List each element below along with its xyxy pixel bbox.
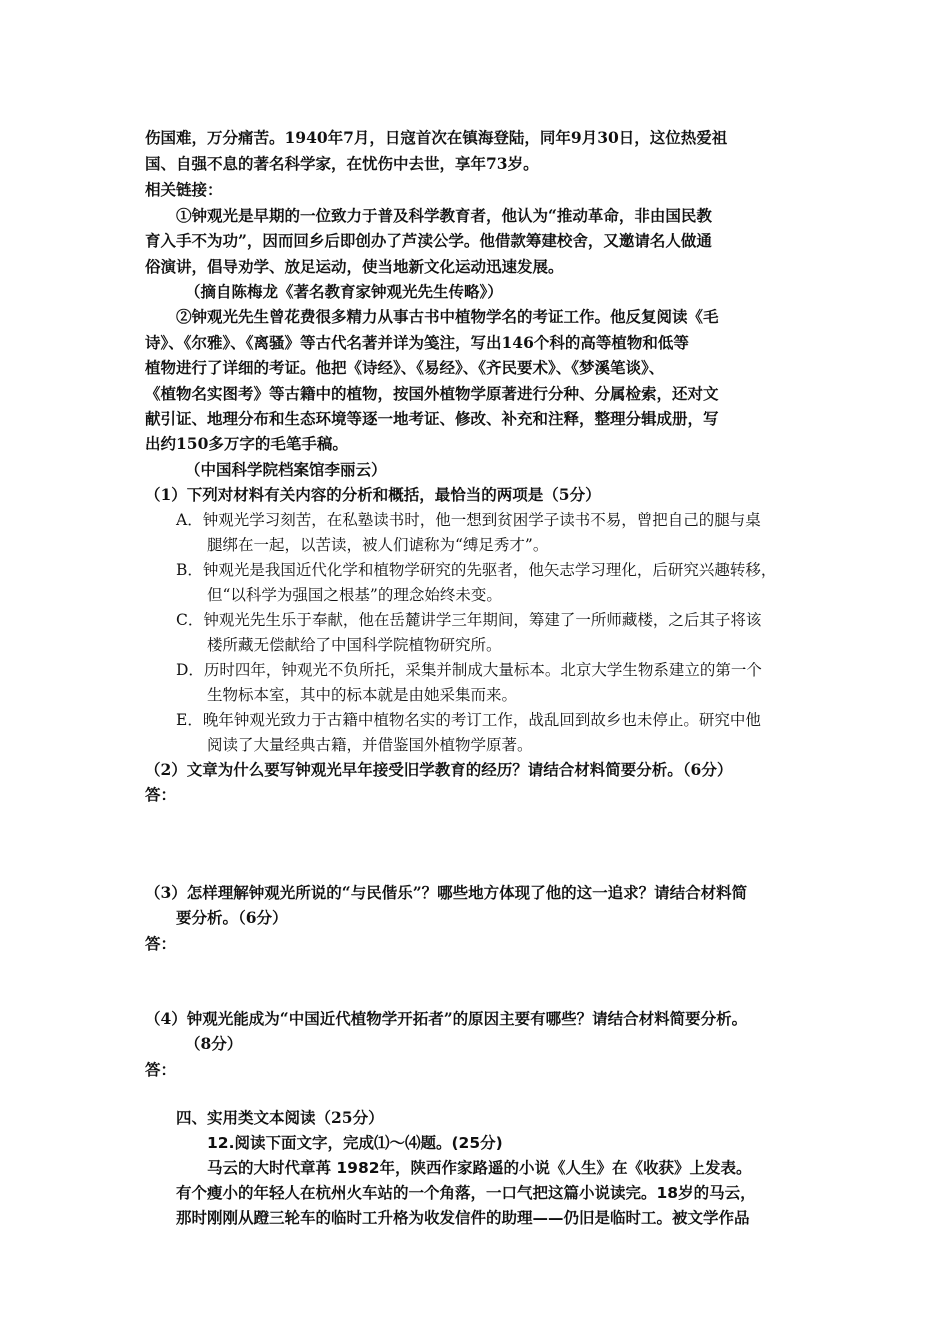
option-b-line: 但“以科学为强国之根基”的理念始终未变。 bbox=[207, 586, 502, 604]
section-heading: 四、实用类文本阅读（25分） bbox=[176, 1108, 384, 1127]
option-a-line: A．钟观光学习刻苦，在私塾读书时，他一想到贫困学子读书不易，曾把自己的腿与桌 bbox=[176, 511, 761, 529]
option-c-line: C．钟观光先生乐于奉献，他在岳麓讲学三年期间，筹建了一所师藏楼，之后其子将该 bbox=[176, 611, 762, 629]
passage-line: 那时刚刚从蹬三轮车的临时工升格为收发信件的助理——仍旧是临时工。被文学作品 bbox=[176, 1209, 750, 1227]
link2-source: （中国科学院档案馆李丽云） bbox=[185, 460, 387, 479]
link2-line: 《植物名实图考》等古籍中的植物，按国外植物学原著进行分种、分属检索，还对文 bbox=[145, 384, 719, 403]
question-4-line: （4）钟观光能成为“中国近代植物学开拓者”的原因主要有哪些？请结合材料简要分析。 bbox=[145, 1009, 748, 1028]
link2-line: 出约150多万字的毛笔手稿。 bbox=[145, 434, 348, 453]
question-3-line: （3）怎样理解钟观光所说的“与民偕乐”？哪些地方体现了他的这一追求？请结合材料简 bbox=[145, 883, 748, 902]
link2-line: ②钟观光先生曾花费很多精力从事古书中植物学名的考证工作。他反复阅读《毛 bbox=[176, 307, 719, 326]
option-d-line: D．历时四年，钟观光不负所托，采集并制成大量标本。北京大学生物系建立的第一个 bbox=[176, 661, 762, 679]
link1-line: 俗演讲，倡导劝学、放足运动，使当地新文化运动迅速发展。 bbox=[145, 257, 564, 276]
answer-label: 答： bbox=[145, 1060, 177, 1079]
intro-line: 伤国难，万分痛苦。1940年7月，日寇首次在镇海登陆，同年9月30日，这位热爱祖 bbox=[145, 128, 728, 147]
option-c-line: 楼所藏无偿献给了中国科学院植物研究所。 bbox=[207, 636, 502, 654]
option-e-line: E．晚年钟观光致力于古籍中植物名实的考订工作，战乱回到故乡也未停止。研究中他 bbox=[176, 711, 761, 729]
question-4-line: （8分） bbox=[185, 1034, 243, 1053]
answer-label: 答： bbox=[145, 934, 177, 953]
option-e-line: 阅读了大量经典古籍，并借鉴国外植物学原著。 bbox=[207, 736, 533, 754]
link2-line: 植物进行了详细的考证。他把《诗经》、《易经》、《齐民要术》、《梦溪笔谈》、 bbox=[145, 358, 665, 377]
passage-line: 有个瘦小的年轻人在杭州火车站的一个角落，一口气把这篇小说读完。18岁的马云， bbox=[176, 1184, 756, 1202]
intro-line: 国、自强不息的著名科学家，在忧伤中去世，享年73岁。 bbox=[145, 154, 539, 173]
question-3-line: 要分析。（6分） bbox=[176, 908, 288, 927]
option-a-line: 腿绑在一起，以苦读，被人们谑称为“缚足秀才”。 bbox=[207, 536, 549, 554]
link1-line: 育入手不为功”，因而回乡后即创办了芦渎公学。他借款筹建校舍，又邀请名人做通 bbox=[145, 231, 712, 250]
link2-line: 诗》、《尔雅》、《离骚》等古代名著并详为笺注，写出146个科的高等植物和低等 bbox=[145, 333, 689, 352]
question-12: 12.阅读下面文字，完成⑴～⑷题。(25分) bbox=[207, 1134, 503, 1152]
question-2: （2）文章为什么要写钟观光早年接受旧学教育的经历？请结合材料简要分析。（6分） bbox=[145, 760, 733, 779]
answer-label: 答： bbox=[145, 785, 177, 804]
link1-line: ①钟观光是早期的一位致力于普及科学教育者，他认为“推动革命，非由国民教 bbox=[176, 206, 712, 225]
option-b-line: B．钟观光是我国近代化学和植物学研究的先驱者，他矢志学习理化，后研究兴趣转移， bbox=[176, 561, 777, 579]
question-1: （1）下列对材料有关内容的分析和概括，最恰当的两项是（5分） bbox=[145, 485, 601, 504]
option-d-line: 生物标本室，其中的标本就是由她采集而来。 bbox=[207, 686, 518, 704]
passage-line: 马云的大时代章苒 1982年，陕西作家路遥的小说《人生》在《收获》上发表。 bbox=[207, 1159, 752, 1177]
link2-line: 献引证、地理分布和生态环境等逐一地考证、修改、补充和注释，整理分辑成册，写 bbox=[145, 409, 719, 428]
link1-source: （摘自陈梅龙《著名教育家钟观光先生传略》） bbox=[185, 282, 503, 301]
links-heading: 相关链接： bbox=[145, 180, 223, 199]
